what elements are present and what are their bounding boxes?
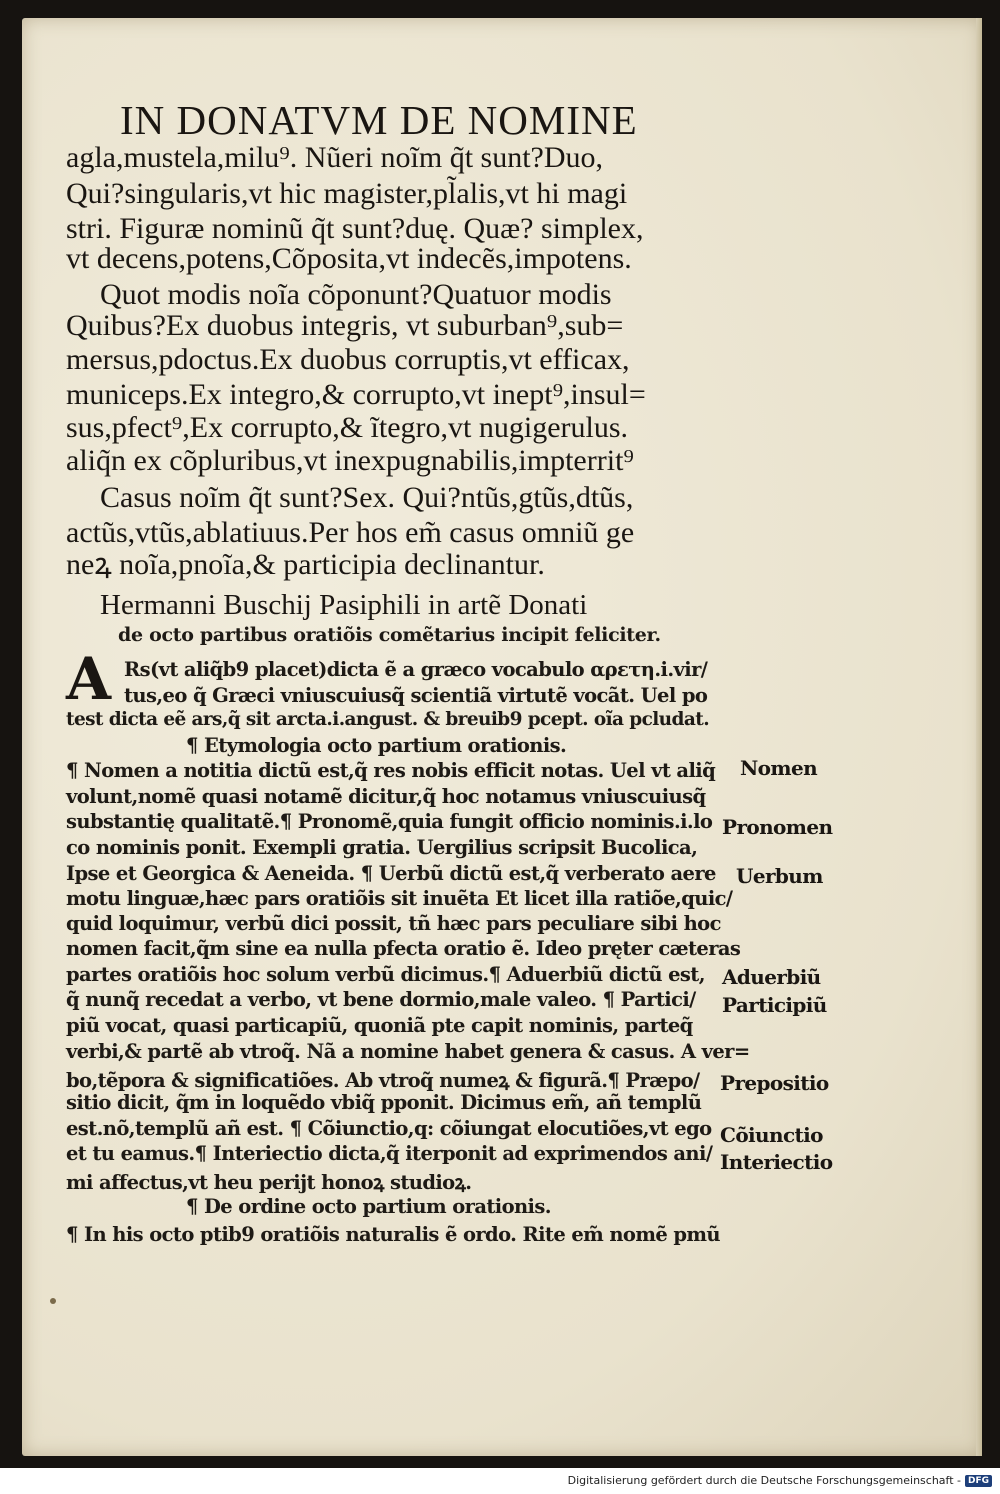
roman-line: sus,pfect⁹,Ex corrupto,& ĩtegro,vt nugigerulus. [66, 411, 629, 444]
credit-text: Digitalisierung gefördert durch die Deutsche Forschungsgemeinschaft - [567, 1474, 961, 1487]
gothic-line: substantię qualitatẽ.¶ Pronomẽ,quia fungit officio nominis.i.lo [66, 810, 713, 833]
gothic-line: ¶ In his octo ptib9 oratiõis naturalis ẽ ordo. Rite em̃ nomẽ pmũ [66, 1223, 721, 1246]
gothic-line: piũ vocat, quasi particapiũ, quoniã pte capit nominis, parteq̃ [66, 1014, 693, 1037]
marginal-note: Cõiunctio [720, 1123, 823, 1147]
section-heading: ¶ Etymologia octo partium orationis. [186, 734, 567, 757]
decorated-initial: A [66, 645, 112, 713]
gothic-line: q̃ nunq̃ recedat a verbo, vt bene dormio,male valeo. ¶ Partici/ [66, 988, 696, 1011]
section-heading: ¶ De ordine octo partium orationis. [186, 1195, 551, 1218]
commentary-subtitle: de octo partibus oratiõis comẽtarius incipit feliciter. [118, 624, 661, 646]
marginal-note: Nomen [740, 756, 818, 780]
gothic-line: volunt,nomẽ quasi notamẽ dicitur,q̃ hoc notamus vniuscuiusq̃ [66, 785, 706, 808]
roman-line: actũs,vtũs,ablatiuus.Per hos em̃ casus omniũ ge [66, 516, 635, 549]
gothic-line: motu linguæ,hæc pars oratiõis sit inuẽta Et licet illa ratiõe,quic/ [66, 887, 733, 910]
roman-line: stri. Figuræ nominũ q̃t sunt?duę. Quæ? simplex, [66, 212, 644, 245]
roman-line: mersus,pdoctus.Ex duobus corruptis,vt efficax, [66, 343, 630, 376]
gothic-line: test dicta eẽ ars,q̃ sit arcta.i.angust. & breuib9 pcept. oĩa pcludat. [66, 709, 710, 730]
gothic-line: quid loquimur, verbũ dici possit, tñ hæc pars peculiare sibi hoc [66, 912, 721, 935]
gothic-line: ¶ Nomen a notitia dictũ est,q̃ res nobis efficit notas. Uel vt aliq̃ [66, 759, 716, 782]
digitization-credit [568, 1474, 992, 1487]
gothic-line: Rs(vt aliq̃b9 placet)dicta ẽ a græco vocabulo αρετη.i.vir/ [124, 658, 708, 681]
gothic-line: partes oratiõis hoc solum verbũ dicimus.¶ Aduerbiũ dictũ est, [66, 963, 705, 986]
marginal-note: Aduerbiũ [722, 965, 821, 989]
marginal-note: Interiectio [720, 1150, 833, 1174]
marginal-note: Pronomen [722, 815, 833, 839]
roman-line: Qui?singularis,vt hic magister,pl̃alis,vt hi magi [66, 177, 628, 210]
roman-line: Casus noĩm q̃t sunt?Sex. Qui?ntũs,gtũs,dtũs, [100, 481, 634, 514]
gothic-line: et tu eamus.¶ Interiectio dicta,q̃ iterponit ad exprimendos ani/ [66, 1142, 713, 1165]
marginal-note: Prepositio [720, 1071, 829, 1095]
gothic-line: Ipse et Georgica & Aeneida. ¶ Uerbũ dictũ est,q̃ verberato aere [66, 862, 716, 885]
roman-line: aliq̃n ex cõpluribus,vt inexpugnabilis,impterrit⁹ [66, 444, 634, 477]
commentary-title: Hermanni Buschij Pasiphili in artẽ Donati [100, 589, 588, 621]
dfg-logo: DFG [965, 1475, 992, 1487]
roman-line: municeps.Ex integro,& corrupto,vt inept⁹,insul= [66, 378, 646, 411]
gothic-line: nomen facit,q̃m sine ea nulla pfecta oratio ẽ. Ideo pręter cæteras [66, 937, 741, 960]
gothic-line: verbi,& partẽ ab vtroq̃. Nã a nomine habet genera & casus. A ver= [66, 1040, 750, 1063]
gothic-line: co nominis ponit. Exempli gratia. Uergilius scripsit Bucolica, [66, 836, 698, 859]
gothic-line: bo,tẽpora & significatiões. Ab vtroq̃ numeꝝ & figurã.¶ Præpo/ [66, 1069, 700, 1092]
marginal-note: Participiũ [722, 993, 827, 1017]
marginal-note: Uerbum [736, 864, 823, 888]
roman-line: vt decens,potens,Cõposita,vt indecẽs,impotens. [66, 242, 632, 275]
roman-line: Quot modis noĩa cõponunt?Quatuor modis [100, 278, 612, 311]
gothic-line: tus,eo q̃ Græci vniuscuiusq̃ scientiã virtutẽ vocãt. Uel po [124, 684, 708, 707]
gothic-line: mi affectus,vt heu perijt honoꝝ studioꝝ. [66, 1171, 472, 1194]
roman-line: Quibus?Ex duobus integris, vt suburban⁹,sub= [66, 309, 624, 342]
gothic-line: est.nõ,templũ añ est. ¶ Cõiunctio,q: cõiungat elocutiões,vt ego [66, 1117, 712, 1140]
roman-line: neꝝ noĩa,pnoĩa,& participia declinantur. [66, 548, 545, 581]
gothic-line: sitio dicit, q̃m in loquẽdo vbiq̃ pponit. Dicimus em̃, añ templũ [66, 1091, 702, 1114]
pinhole-mark [50, 1298, 56, 1304]
roman-line: agla,mustela,milu⁹. Nũeri noĩm q̃t sunt?Duo, [66, 141, 604, 174]
running-head: IN DONATVM DE NOMINE [120, 97, 638, 143]
